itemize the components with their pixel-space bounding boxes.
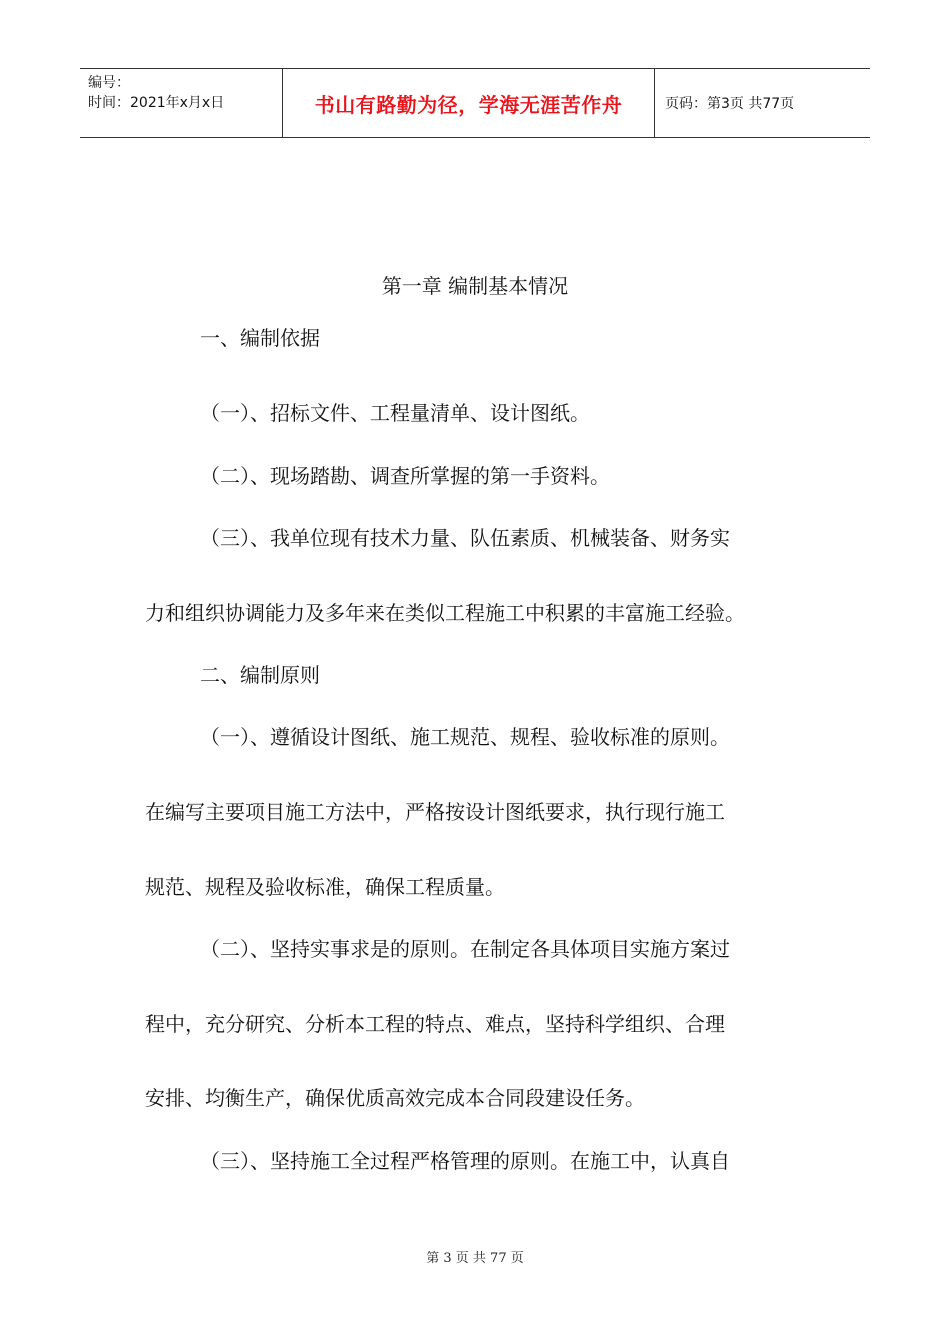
header-page-label: 页码：第3页 共77页 bbox=[665, 96, 795, 112]
code-label: 编号： bbox=[88, 75, 130, 91]
section-heading: 一、编制依据 bbox=[200, 326, 320, 350]
section-heading: 二、编制原则 bbox=[200, 663, 320, 687]
paragraph-line: 力和组织协调能力及多年来在类似工程施工中积累的丰富施工经验。 bbox=[145, 601, 745, 625]
paragraph-line: 在编写主要项目施工方法中，严格按设计图纸要求，执行现行施工 bbox=[145, 800, 725, 824]
paragraph-line: （一）、遵循设计图纸、施工规范、规程、验收标准的原则。 bbox=[200, 725, 730, 749]
paragraph-line: （一）、招标文件、工程量清单、设计图纸。 bbox=[200, 401, 590, 425]
header-table bbox=[80, 68, 870, 138]
chapter-title: 第一章 编制基本情况 bbox=[381, 274, 569, 298]
header-motto: 书山有路勤为径，学海无涯苦作舟 bbox=[283, 69, 655, 137]
paragraph-line: （二）、现场踏勘、调查所掌握的第一手资料。 bbox=[200, 464, 610, 488]
paragraph-line: （三）、坚持施工全过程严格管理的原则。在施工中，认真自 bbox=[200, 1149, 730, 1173]
paragraph-line: 规范、规程及验收标准，确保工程质量。 bbox=[145, 875, 505, 899]
paragraph-line: 程中，充分研究、分析本工程的特点、难点，坚持科学组织、合理 bbox=[145, 1012, 725, 1036]
date-label: 时间：2021年x月x日 bbox=[88, 95, 225, 111]
paragraph-line: （二）、坚持实事求是的原则。在制定各具体项目实施方案过 bbox=[200, 937, 730, 961]
header-meta-cell bbox=[80, 69, 283, 137]
paragraph-line: 安排、均衡生产，确保优质高效完成本合同段建设任务。 bbox=[145, 1086, 645, 1110]
paragraph-line: （三）、我单位现有技术力量、队伍素质、机械装备、财务实 bbox=[200, 526, 730, 550]
page-footer: 第 3 页 共 77 页 bbox=[426, 1251, 524, 1266]
